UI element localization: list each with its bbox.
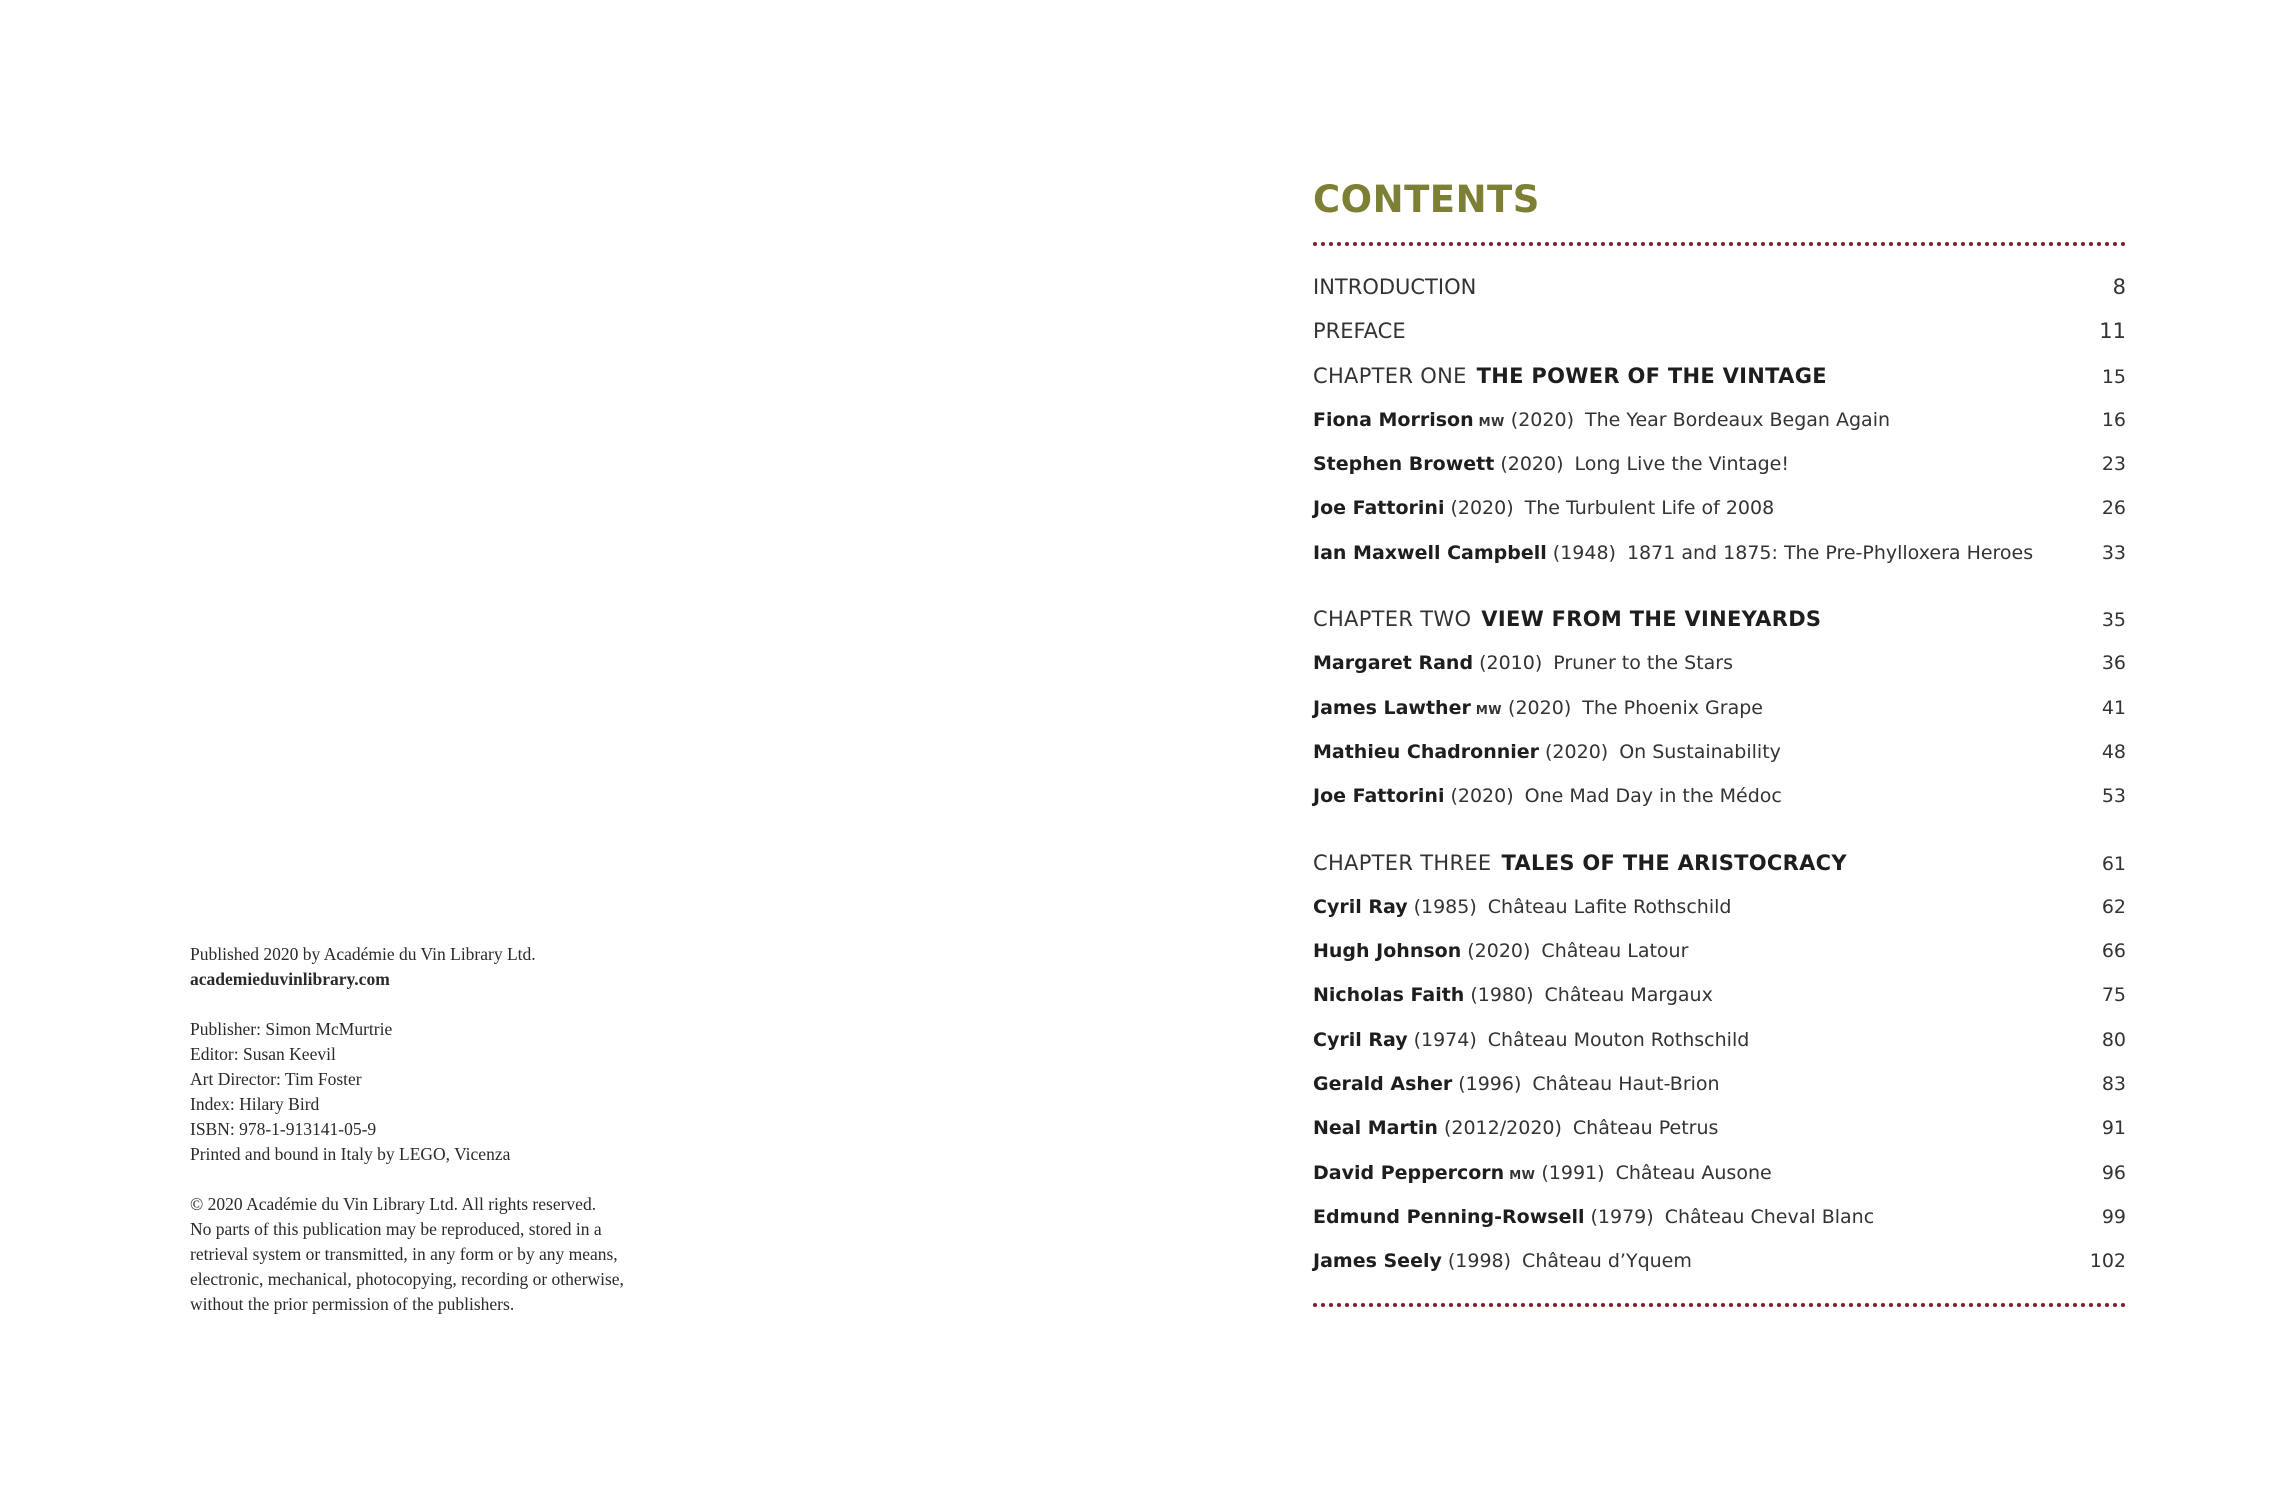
credit-line: Printed and bound in Italy by LEGO, Vicenza: [190, 1144, 511, 1164]
essay-author: James Lawther: [1313, 696, 1471, 719]
essay-year: (1998): [1447, 1250, 1512, 1273]
published-line: Published 2020 by Académie du Vin Library Ltd.: [190, 944, 536, 964]
chapter-label: CHAPTER THREE: [1313, 850, 1492, 875]
essay-entry: [1313, 398, 2086, 444]
credits-list: [190, 1017, 710, 1167]
rights-line: without the prior permission of the publishers.: [190, 1294, 515, 1314]
dotted-divider-top: [1313, 242, 2126, 246]
toc-row-essay[interactable]: [1313, 885, 2126, 929]
essay-year: (2020): [1508, 696, 1572, 719]
toc-page-number: 16: [2101, 408, 2126, 431]
toc-page-number: 96: [2101, 1161, 2126, 1184]
essay-title: Château Ausone: [1615, 1161, 1772, 1184]
author-suffix: MW: [1478, 414, 1505, 429]
toc-entry-label: INTRODUCTION: [1313, 275, 1477, 299]
toc-page-number: 36: [2101, 652, 2126, 675]
rights-line: electronic, mechanical, photocopying, recording or otherwise,: [190, 1269, 624, 1289]
essay-entry: [1313, 1151, 2086, 1197]
toc-row-essay[interactable]: [1313, 686, 2126, 730]
toc-row-chapter[interactable]: [1313, 597, 2126, 641]
essay-year: (2010): [1479, 652, 1543, 675]
essay-year: (2020): [1510, 408, 1574, 431]
essay-entry: [1313, 486, 2086, 530]
author-suffix: MW: [1475, 702, 1503, 717]
essay-entry: [1313, 641, 2086, 685]
essay-author: Joe Fattorini: [1313, 785, 1445, 808]
essay-title: The Phoenix Grape: [1582, 696, 1763, 719]
toc-row-chapter[interactable]: [1313, 841, 2126, 885]
essay-author: Joe Fattorini: [1313, 497, 1445, 520]
toc-row-chapter[interactable]: [1313, 354, 2126, 398]
essay-title: Long Live the Vintage!: [1574, 453, 1789, 476]
chapter-label: CHAPTER ONE: [1313, 363, 1467, 388]
toc-row-essay[interactable]: [1313, 1106, 2126, 1150]
essay-author: Edmund Penning-Rowsell: [1313, 1205, 1585, 1228]
toc-row-essay[interactable]: [1313, 929, 2126, 973]
imprint-block: [190, 942, 710, 1342]
credit-line: Art Director: Tim Foster: [190, 1069, 362, 1089]
author-suffix: MW: [1509, 1167, 1536, 1182]
toc-row-front-matter[interactable]: [1313, 265, 2126, 309]
essay-title: Château Latour: [1541, 940, 1689, 963]
toc-page-number: 83: [2101, 1073, 2126, 1096]
essay-title: Château Cheval Blanc: [1664, 1205, 1875, 1228]
credit-line: Publisher: Simon McMurtrie: [190, 1019, 393, 1039]
essay-year: (1980): [1470, 984, 1534, 1007]
essay-title: Château Petrus: [1572, 1117, 1719, 1140]
toc-page-number: 80: [2101, 1028, 2126, 1051]
toc-row-essay[interactable]: [1313, 398, 2126, 442]
essay-author: Gerald Asher: [1313, 1073, 1453, 1096]
essay-year: (1991): [1541, 1161, 1605, 1184]
rights-line: © 2020 Académie du Vin Library Ltd. All rights reserved.: [190, 1194, 597, 1214]
toc-page-number: 66: [2101, 940, 2126, 963]
toc-page-number: 41: [2101, 696, 2126, 719]
toc-entry-label: PREFACE: [1313, 319, 1406, 344]
essay-title: Château Mouton Rothschild: [1487, 1028, 1750, 1051]
essay-entry: [1313, 1239, 2086, 1283]
chapter-spacer: [1313, 575, 2126, 597]
essay-entry: [1313, 1018, 2086, 1062]
essay-year: (2020): [1467, 940, 1531, 963]
essay-title: Château Haut-Brion: [1532, 1073, 1720, 1096]
chapter-entry: [1313, 841, 2086, 885]
essay-entry: [1313, 730, 2086, 774]
chapter-title: VIEW FROM THE VINEYARDS: [1481, 607, 1822, 632]
chapter-title: THE POWER OF THE VINTAGE: [1476, 363, 1827, 388]
toc-row-front-matter[interactable]: [1313, 309, 2126, 353]
essay-author: James Seely: [1313, 1250, 1442, 1273]
chapter-title: TALES OF THE ARISTOCRACY: [1501, 850, 1847, 875]
essay-author: Cyril Ray: [1313, 1028, 1408, 1051]
toc-row-essay[interactable]: [1313, 641, 2126, 685]
toc-row-essay[interactable]: [1313, 1151, 2126, 1195]
essay-year: (2020): [1450, 497, 1514, 520]
toc-list: [1313, 265, 2126, 1284]
essay-entry: [1313, 929, 2086, 973]
essay-entry: [1313, 1106, 2086, 1150]
toc-page-number: 48: [2101, 740, 2126, 763]
essay-entry: [1313, 885, 2086, 929]
toc-page-number: 33: [2101, 541, 2126, 564]
essay-year: (2012/2020): [1443, 1117, 1562, 1140]
essay-title: 1871 and 1875: The Pre-Phylloxera Heroes: [1626, 541, 2034, 564]
rights-line: No parts of this publication may be reproduced, stored in a: [190, 1219, 602, 1239]
credit-line: Editor: Susan Keevil: [190, 1044, 336, 1064]
toc-row-essay[interactable]: [1313, 486, 2126, 530]
essay-author: Margaret Rand: [1313, 652, 1474, 675]
essay-author: David Peppercorn: [1313, 1161, 1505, 1184]
toc-page-number: 75: [2101, 984, 2126, 1007]
essay-year: (2020): [1500, 453, 1564, 476]
rights-line: retrieval system or transmitted, in any form or by any means,: [190, 1244, 618, 1264]
toc-page-number: 23: [2101, 453, 2126, 476]
table-of-contents: [1313, 170, 2126, 1307]
essay-author: Mathieu Chadronnier: [1313, 740, 1540, 763]
toc-page-number: 35: [2101, 609, 2126, 632]
essay-entry: [1313, 1062, 2086, 1106]
dotted-divider-bottom: [1313, 1303, 2126, 1307]
essay-title: Château Margaux: [1544, 984, 1713, 1007]
essay-title: Château d’Yquem: [1522, 1250, 1692, 1273]
toc-page-number: 99: [2101, 1205, 2126, 1228]
essay-author: Fiona Morrison: [1313, 408, 1474, 431]
toc-page-number: 11: [2099, 319, 2126, 344]
toc-page-number: 26: [2101, 497, 2126, 520]
toc-row-essay[interactable]: [1313, 973, 2126, 1017]
essay-author: Nicholas Faith: [1313, 984, 1465, 1007]
essay-title: Pruner to the Stars: [1553, 652, 1734, 675]
toc-page-number: 53: [2101, 785, 2126, 808]
toc-row-essay[interactable]: [1313, 774, 2126, 818]
essay-entry: [1313, 973, 2086, 1017]
essay-author: Hugh Johnson: [1313, 940, 1462, 963]
contents-heading: CONTENTS: [1313, 178, 1540, 221]
toc-row-essay[interactable]: [1313, 1195, 2126, 1239]
credit-line: Index: Hilary Bird: [190, 1094, 320, 1114]
toc-row-essay[interactable]: [1313, 1018, 2126, 1062]
essay-author: Cyril Ray: [1313, 895, 1408, 918]
essay-year: (1996): [1458, 1073, 1522, 1096]
essay-entry: [1313, 1195, 2086, 1239]
toc-page-number: 15: [2101, 365, 2126, 388]
essay-author: Neal Martin: [1313, 1117, 1438, 1140]
toc-page-number: 8: [2112, 275, 2126, 299]
essay-title: The Year Bordeaux Began Again: [1584, 408, 1891, 431]
toc-page-number: 62: [2101, 895, 2126, 918]
toc-page-number: 61: [2101, 852, 2126, 875]
toc-page-number: 91: [2101, 1117, 2126, 1140]
essay-author: Stephen Browett: [1313, 453, 1495, 476]
essay-title: On Sustainability: [1619, 740, 1781, 763]
essay-year: (1979): [1590, 1205, 1654, 1228]
essay-entry: [1313, 442, 2086, 486]
essay-year: (2020): [1545, 740, 1609, 763]
essay-author: Ian Maxwell Campbell: [1313, 541, 1547, 564]
essay-entry: [1313, 531, 2086, 575]
essay-title: One Mad Day in the Médoc: [1524, 785, 1782, 808]
essay-entry: [1313, 774, 2086, 818]
credit-line: ISBN: 978-1-913141-05-9: [190, 1119, 377, 1139]
chapter-spacer: [1313, 819, 2126, 841]
chapter-entry: [1313, 597, 2086, 641]
toc-row-essay[interactable]: [1313, 531, 2126, 575]
essay-year: (1948): [1552, 541, 1616, 564]
essay-entry: [1313, 686, 2086, 732]
toc-row-essay[interactable]: [1313, 442, 2126, 486]
toc-row-essay[interactable]: [1313, 730, 2126, 774]
toc-page-number: 102: [2089, 1250, 2126, 1273]
toc-row-essay[interactable]: [1313, 1239, 2126, 1283]
toc-row-essay[interactable]: [1313, 1062, 2126, 1106]
rights-notice: [190, 1192, 710, 1317]
essay-year: (1985): [1413, 895, 1477, 918]
essay-title: Château Lafite Rothschild: [1487, 895, 1732, 918]
publisher-info: [190, 942, 710, 992]
website-line: academieduvinlibrary.com: [190, 969, 390, 989]
chapter-label: CHAPTER TWO: [1313, 607, 1472, 632]
essay-year: (1974): [1413, 1028, 1477, 1051]
chapter-entry: [1313, 354, 2086, 398]
essay-year: (2020): [1450, 785, 1514, 808]
essay-title: The Turbulent Life of 2008: [1524, 497, 1775, 520]
